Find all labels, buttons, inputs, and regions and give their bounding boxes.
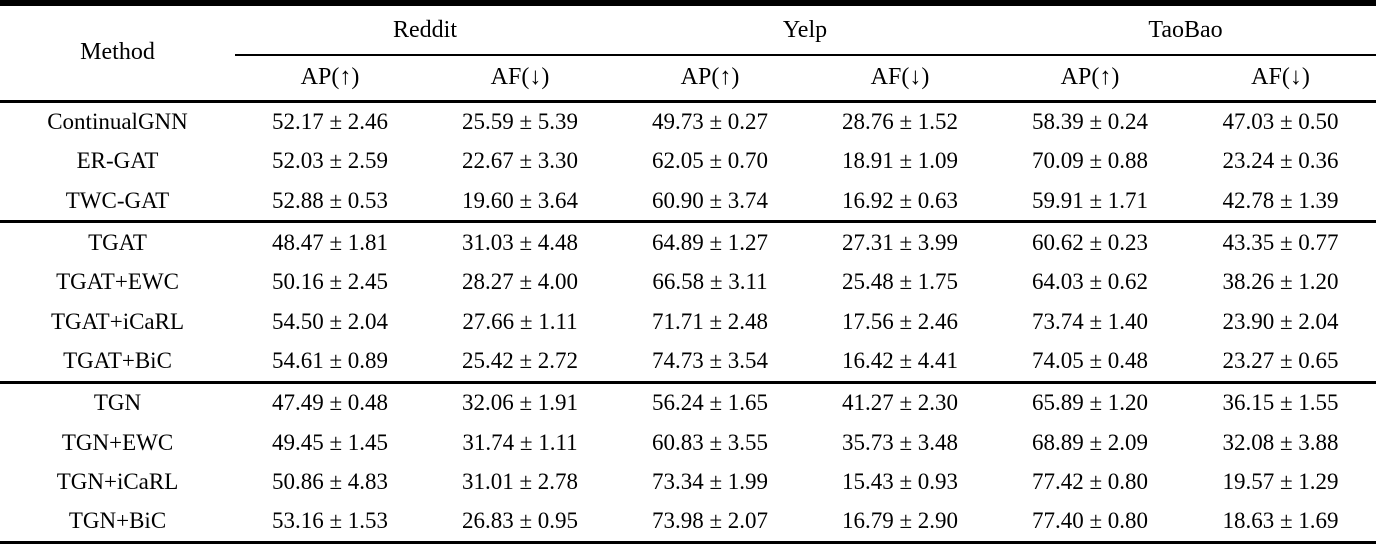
value-cell: 25.59 ± 5.39 bbox=[461, 109, 579, 135]
value-cell: 74.05 ± 0.48 bbox=[1031, 348, 1149, 374]
method-cell: ContinualGNN bbox=[47, 109, 188, 135]
value-cell: 70.09 ± 0.88 bbox=[1031, 148, 1149, 174]
value-cell: 22.67 ± 3.30 bbox=[461, 148, 579, 174]
table-row bbox=[0, 382, 1376, 423]
method-cell: ER-GAT bbox=[76, 148, 159, 174]
value-cell: 52.17 ± 2.46 bbox=[271, 109, 389, 135]
value-cell: 23.24 ± 0.36 bbox=[1222, 148, 1339, 174]
value-cell: 77.40 ± 0.80 bbox=[1031, 508, 1149, 534]
method-cell: TWC-GAT bbox=[65, 187, 170, 213]
value-cell: 60.83 ± 3.55 bbox=[651, 429, 769, 455]
value-cell: 42.78 ± 1.39 bbox=[1222, 187, 1339, 213]
value-cell: 26.83 ± 0.95 bbox=[461, 508, 579, 534]
value-cell: 53.16 ± 1.53 bbox=[271, 508, 389, 534]
value-cell: 60.62 ± 0.23 bbox=[1031, 230, 1149, 256]
value-cell: 16.92 ± 0.63 bbox=[841, 187, 959, 213]
method-cell: TGN+iCaRL bbox=[56, 468, 179, 494]
value-cell: 66.58 ± 3.11 bbox=[652, 269, 768, 295]
table-row bbox=[0, 341, 1376, 382]
value-cell: 23.90 ± 2.04 bbox=[1222, 308, 1339, 334]
value-cell: 31.01 ± 2.78 bbox=[461, 468, 579, 494]
value-cell: 68.89 ± 2.09 bbox=[1031, 429, 1149, 455]
value-cell: 77.42 ± 0.80 bbox=[1031, 468, 1149, 494]
value-cell: 49.73 ± 0.27 bbox=[651, 109, 769, 135]
group-header-row bbox=[0, 3, 1376, 55]
value-cell: 25.42 ± 2.72 bbox=[461, 348, 579, 374]
value-cell: 49.45 ± 1.45 bbox=[271, 429, 389, 455]
value-cell: 38.26 ± 1.20 bbox=[1222, 269, 1339, 295]
value-cell: 58.39 ± 0.24 bbox=[1031, 109, 1149, 135]
metric-header-ap: AP(↑) bbox=[235, 55, 425, 101]
method-cell: TGN+EWC bbox=[61, 429, 174, 455]
value-cell: 18.63 ± 1.69 bbox=[1222, 508, 1339, 534]
tgn-method-block bbox=[0, 382, 1376, 542]
metric-header-af: AF(↓) bbox=[425, 55, 615, 101]
table-row bbox=[0, 101, 1376, 142]
method-cell: TGAT+EWC bbox=[56, 269, 179, 295]
table-row bbox=[0, 181, 1376, 222]
value-cell: 65.89 ± 1.20 bbox=[1031, 390, 1149, 416]
group-header-reddit: Reddit bbox=[235, 3, 615, 55]
value-cell: 59.91 ± 1.71 bbox=[1031, 187, 1149, 213]
value-cell: 47.03 ± 0.50 bbox=[1222, 109, 1339, 135]
value-cell: 54.61 ± 0.89 bbox=[271, 348, 389, 374]
table-row bbox=[0, 142, 1376, 181]
table-row bbox=[0, 502, 1376, 543]
value-cell: 74.73 ± 3.54 bbox=[651, 348, 769, 374]
table-row bbox=[0, 263, 1376, 302]
metric-header-ap: AP(↑) bbox=[615, 55, 805, 101]
value-cell: 28.27 ± 4.00 bbox=[461, 269, 579, 295]
value-cell: 36.15 ± 1.55 bbox=[1222, 390, 1339, 416]
value-cell: 28.76 ± 1.52 bbox=[841, 109, 959, 135]
value-cell: 16.79 ± 2.90 bbox=[841, 508, 959, 534]
metric-header-ap: AP(↑) bbox=[995, 55, 1185, 101]
group-header-yelp: Yelp bbox=[615, 3, 995, 55]
table-row bbox=[0, 302, 1376, 341]
method-cell: TGN+BiC bbox=[68, 508, 167, 534]
value-cell: 17.56 ± 2.46 bbox=[841, 308, 959, 334]
value-cell: 25.48 ± 1.75 bbox=[841, 269, 959, 295]
value-cell: 48.47 ± 1.81 bbox=[271, 230, 389, 256]
value-cell: 32.06 ± 1.91 bbox=[461, 390, 579, 416]
metric-header-af: AF(↓) bbox=[805, 55, 995, 101]
value-cell: 31.03 ± 4.48 bbox=[461, 230, 579, 256]
value-cell: 56.24 ± 1.65 bbox=[651, 390, 769, 416]
value-cell: 64.89 ± 1.27 bbox=[651, 230, 769, 256]
value-cell: 50.86 ± 4.83 bbox=[271, 468, 389, 494]
value-cell: 41.27 ± 2.30 bbox=[841, 390, 959, 416]
value-cell: 35.73 ± 3.48 bbox=[841, 429, 959, 455]
value-cell: 27.31 ± 3.99 bbox=[841, 230, 959, 256]
value-cell: 43.35 ± 0.77 bbox=[1222, 230, 1339, 256]
method-column-header: Method bbox=[80, 39, 155, 66]
value-cell: 64.03 ± 0.62 bbox=[1031, 269, 1149, 295]
value-cell: 50.16 ± 2.45 bbox=[271, 269, 389, 295]
value-cell: 31.74 ± 1.11 bbox=[462, 429, 578, 455]
value-cell: 60.90 ± 3.74 bbox=[651, 187, 769, 213]
method-cell: TGAT+BiC bbox=[63, 348, 172, 374]
table-row bbox=[0, 423, 1376, 462]
value-cell: 23.27 ± 0.65 bbox=[1222, 348, 1339, 374]
value-cell: 52.88 ± 0.53 bbox=[271, 187, 389, 213]
value-cell: 52.03 ± 2.59 bbox=[271, 148, 389, 174]
value-cell: 71.71 ± 2.48 bbox=[651, 308, 769, 334]
tgat-method-block bbox=[0, 222, 1376, 382]
value-cell: 32.08 ± 3.88 bbox=[1222, 429, 1339, 455]
value-cell: 19.60 ± 3.64 bbox=[461, 187, 579, 213]
value-cell: 73.74 ± 1.40 bbox=[1031, 308, 1149, 334]
group-header-taobao: TaoBao bbox=[995, 3, 1376, 55]
table-row bbox=[0, 462, 1376, 501]
baseline-method-block bbox=[0, 101, 1376, 222]
table-row bbox=[0, 222, 1376, 263]
method-cell: TGAT bbox=[88, 230, 147, 256]
value-cell: 27.66 ± 1.11 bbox=[462, 308, 578, 334]
value-cell: 47.49 ± 0.48 bbox=[271, 390, 389, 416]
value-cell: 73.98 ± 2.07 bbox=[651, 508, 769, 534]
value-cell: 19.57 ± 1.29 bbox=[1222, 468, 1339, 494]
metric-header-af: AF(↓) bbox=[1185, 55, 1376, 101]
value-cell: 16.42 ± 4.41 bbox=[841, 348, 959, 374]
table-header bbox=[0, 3, 1376, 101]
value-cell: 62.05 ± 0.70 bbox=[651, 148, 769, 174]
method-cell: TGN bbox=[93, 390, 142, 416]
value-cell: 54.50 ± 2.04 bbox=[271, 308, 389, 334]
value-cell: 15.43 ± 0.93 bbox=[841, 468, 959, 494]
value-cell: 73.34 ± 1.99 bbox=[651, 468, 769, 494]
value-cell: 18.91 ± 1.09 bbox=[841, 148, 959, 174]
method-cell: TGAT+iCaRL bbox=[50, 308, 185, 334]
